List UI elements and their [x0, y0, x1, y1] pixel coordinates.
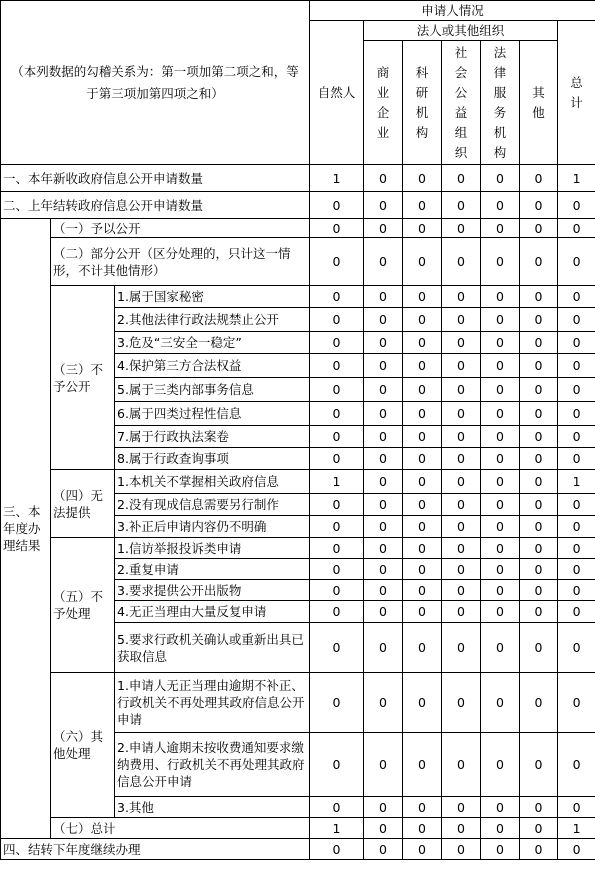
value-cell: 0 [520, 839, 558, 860]
value-cell: 0 [442, 818, 481, 839]
value-cell: 0 [520, 165, 558, 192]
value-cell: 0 [364, 673, 403, 733]
value-cell: 0 [442, 402, 481, 426]
value-cell: 0 [403, 332, 442, 354]
value-cell: 0 [442, 580, 481, 601]
value-cell: 0 [558, 538, 595, 559]
value-cell: 0 [558, 192, 595, 219]
value-cell: 0 [520, 494, 558, 516]
value-cell: 0 [403, 378, 442, 402]
value-cell: 1 [558, 165, 595, 192]
value-cell: 0 [403, 165, 442, 192]
table-row [1, 470, 595, 494]
row-label-sub: 7.属于行政执法案卷 [115, 426, 310, 448]
value-cell: 0 [364, 818, 403, 839]
value-cell: 0 [364, 516, 403, 538]
legal-group-header: 法人或其他组织 [364, 21, 558, 41]
value-cell: 0 [364, 839, 403, 860]
value-cell: 0 [520, 402, 558, 426]
value-cell: 0 [481, 378, 520, 402]
value-cell: 0 [520, 426, 558, 448]
value-cell: 0 [310, 673, 364, 733]
row-label-sub: 2.没有现成信息需要另行制作 [115, 494, 310, 516]
value-cell: 0 [403, 238, 442, 286]
value-cell: 0 [481, 426, 520, 448]
value-cell: 0 [364, 559, 403, 580]
row-label-disclosed: （一）予以公开 [51, 219, 310, 238]
row-label-sub: 3.危及“三安全一稳定” [115, 332, 310, 354]
value-cell: 0 [520, 733, 558, 797]
value-cell: 0 [558, 354, 595, 378]
group-label-not-processed: （五）不予处理 [51, 538, 115, 673]
group-label-other-processing: （六）其他处理 [51, 673, 115, 818]
value-cell: 0 [364, 623, 403, 673]
row-label-carried-requests: 二、上年结转政府信息公开申请数量 [1, 192, 310, 219]
table-row [1, 538, 595, 559]
value-cell: 0 [310, 354, 364, 378]
value-cell: 1 [310, 165, 364, 192]
value-cell: 0 [310, 797, 364, 818]
value-cell: 0 [403, 402, 442, 426]
value-cell: 0 [364, 448, 403, 470]
value-cell: 0 [520, 623, 558, 673]
value-cell: 0 [403, 818, 442, 839]
row-label-section-total: （七）总计 [51, 818, 310, 839]
col-other: 其他 [520, 41, 558, 165]
value-cell: 0 [310, 378, 364, 402]
row-label-sub: 2.申请人逾期未按收费通知要求缴纳费用、行政机关不再处理其政府信息公开申请 [115, 733, 310, 797]
value-cell: 0 [310, 426, 364, 448]
value-cell: 0 [364, 238, 403, 286]
value-cell: 0 [310, 623, 364, 673]
value-cell: 0 [558, 426, 595, 448]
value-cell: 0 [310, 332, 364, 354]
value-cell: 0 [481, 623, 520, 673]
col-research: 科研机构 [403, 41, 442, 165]
value-cell: 0 [364, 378, 403, 402]
value-cell: 0 [558, 559, 595, 580]
value-cell: 0 [520, 538, 558, 559]
table-row [1, 818, 595, 839]
value-cell: 0 [364, 601, 403, 623]
value-cell: 0 [403, 192, 442, 219]
value-cell: 0 [310, 559, 364, 580]
value-cell: 0 [558, 494, 595, 516]
value-cell: 0 [403, 286, 442, 308]
value-cell: 0 [403, 623, 442, 673]
row-label-sub: 3.要求提供公开出版物 [115, 580, 310, 601]
value-cell: 0 [481, 165, 520, 192]
value-cell: 0 [442, 448, 481, 470]
row-label-sub: 2.重复申请 [115, 559, 310, 580]
row-label-sub: 4.保护第三方合法权益 [115, 354, 310, 378]
value-cell: 0 [403, 426, 442, 448]
value-cell: 0 [481, 332, 520, 354]
value-cell: 0 [481, 673, 520, 733]
value-cell: 0 [481, 354, 520, 378]
value-cell: 0 [520, 601, 558, 623]
value-cell: 0 [364, 308, 403, 332]
value-cell: 0 [310, 308, 364, 332]
col-business: 商业企业 [364, 41, 403, 165]
value-cell: 0 [310, 516, 364, 538]
table-row [1, 238, 595, 286]
value-cell: 0 [558, 601, 595, 623]
value-cell: 0 [403, 559, 442, 580]
row-label-sub: 3.补正后申请内容仍不明确 [115, 516, 310, 538]
row-label-sub: 1.属于国家秘密 [115, 286, 310, 308]
value-cell: 0 [481, 538, 520, 559]
value-cell: 0 [481, 219, 520, 238]
value-cell: 0 [520, 286, 558, 308]
group-label-not-disclosed: （三）不予公开 [51, 286, 115, 470]
row-label-sub: 1.本机关不掌握相关政府信息 [115, 470, 310, 494]
value-cell: 0 [442, 601, 481, 623]
value-cell: 0 [520, 673, 558, 733]
value-cell: 0 [520, 192, 558, 219]
value-cell: 0 [310, 601, 364, 623]
value-cell: 0 [442, 797, 481, 818]
value-cell: 0 [558, 378, 595, 402]
value-cell: 0 [364, 797, 403, 818]
value-cell: 0 [364, 538, 403, 559]
value-cell: 0 [442, 839, 481, 860]
value-cell: 0 [520, 818, 558, 839]
value-cell: 0 [364, 494, 403, 516]
value-cell: 0 [442, 516, 481, 538]
value-cell: 0 [558, 402, 595, 426]
value-cell: 0 [403, 494, 442, 516]
value-cell: 0 [364, 192, 403, 219]
value-cell: 0 [310, 494, 364, 516]
value-cell: 0 [403, 470, 442, 494]
row-label-sub: 4.无正当理由大量反复申请 [115, 601, 310, 623]
value-cell: 0 [442, 332, 481, 354]
value-cell: 0 [520, 354, 558, 378]
value-cell: 0 [364, 219, 403, 238]
table-row [1, 192, 595, 219]
table-row [1, 839, 595, 860]
value-cell: 0 [558, 308, 595, 332]
value-cell: 0 [403, 733, 442, 797]
value-cell: 0 [310, 448, 364, 470]
value-cell: 0 [558, 623, 595, 673]
row-label-sub: 5.属于三类内部事务信息 [115, 378, 310, 402]
value-cell: 0 [520, 219, 558, 238]
value-cell: 0 [481, 580, 520, 601]
row-label-sub: 2.其他法律行政法规禁止公开 [115, 308, 310, 332]
value-cell: 0 [310, 580, 364, 601]
value-cell: 0 [310, 538, 364, 559]
value-cell: 0 [558, 448, 595, 470]
value-cell: 0 [442, 538, 481, 559]
value-cell: 0 [310, 286, 364, 308]
value-cell: 0 [364, 402, 403, 426]
col-legal-service: 法律服务机构 [481, 41, 520, 165]
value-cell: 0 [558, 332, 595, 354]
value-cell: 0 [310, 733, 364, 797]
value-cell: 0 [310, 219, 364, 238]
value-cell: 0 [403, 601, 442, 623]
table-row [1, 286, 595, 308]
table-row [1, 673, 595, 733]
col-natural-person: 自然人 [310, 21, 364, 165]
value-cell: 0 [520, 378, 558, 402]
value-cell: 0 [310, 402, 364, 426]
value-cell: 0 [481, 839, 520, 860]
row-label-sub: 8.属于行政查询事项 [115, 448, 310, 470]
value-cell: 0 [310, 192, 364, 219]
value-cell: 0 [442, 378, 481, 402]
value-cell: 0 [364, 165, 403, 192]
value-cell: 0 [481, 494, 520, 516]
value-cell: 0 [442, 559, 481, 580]
value-cell: 0 [481, 516, 520, 538]
value-cell: 0 [364, 354, 403, 378]
value-cell: 0 [481, 286, 520, 308]
value-cell: 0 [403, 308, 442, 332]
value-cell: 0 [558, 733, 595, 797]
value-cell: 0 [442, 673, 481, 733]
value-cell: 0 [481, 308, 520, 332]
value-cell: 0 [520, 470, 558, 494]
value-cell: 0 [403, 354, 442, 378]
value-cell: 0 [310, 839, 364, 860]
value-cell: 0 [442, 623, 481, 673]
relationship-note: （本列数据的勾稽关系为：第一项加第二项之和，等于第三项加第四项之和） [1, 1, 310, 165]
value-cell: 0 [520, 332, 558, 354]
value-cell: 0 [442, 494, 481, 516]
value-cell: 0 [481, 797, 520, 818]
value-cell: 0 [481, 402, 520, 426]
value-cell: 0 [403, 219, 442, 238]
row-label-sub: 1.信访举报投诉类申请 [115, 538, 310, 559]
value-cell: 0 [520, 516, 558, 538]
value-cell: 0 [403, 538, 442, 559]
value-cell: 0 [442, 219, 481, 238]
row-label-sub: 6.属于四类过程性信息 [115, 402, 310, 426]
section3-label: 三、本年度办理结果 [1, 219, 51, 839]
value-cell: 0 [481, 601, 520, 623]
value-cell: 0 [558, 673, 595, 733]
value-cell: 0 [403, 797, 442, 818]
value-cell: 0 [442, 470, 481, 494]
value-cell: 0 [403, 516, 442, 538]
value-cell: 0 [442, 165, 481, 192]
value-cell: 0 [442, 192, 481, 219]
value-cell: 0 [364, 733, 403, 797]
value-cell: 0 [481, 238, 520, 286]
col-total: 总计 [558, 21, 595, 165]
value-cell: 0 [558, 219, 595, 238]
value-cell: 0 [403, 839, 442, 860]
value-cell: 0 [364, 470, 403, 494]
row-label-new-requests: 一、本年新收政府信息公开申请数量 [1, 165, 310, 192]
row-label-sub: 3.其他 [115, 797, 310, 818]
group-label-cannot-provide: （四）无法提供 [51, 470, 115, 538]
value-cell: 0 [442, 426, 481, 448]
value-cell: 0 [403, 448, 442, 470]
value-cell: 0 [442, 308, 481, 332]
value-cell: 0 [481, 470, 520, 494]
value-cell: 0 [310, 238, 364, 286]
row-label-carry-forward: 四、结转下年度继续办理 [1, 839, 310, 860]
value-cell: 1 [310, 470, 364, 494]
value-cell: 0 [520, 797, 558, 818]
value-cell: 0 [364, 580, 403, 601]
value-cell: 0 [481, 192, 520, 219]
col-public-welfare: 社会公益组织 [442, 41, 481, 165]
value-cell: 0 [442, 238, 481, 286]
value-cell: 0 [520, 308, 558, 332]
row-label-partial: （二）部分公开（区分处理的，只计这一情形，不计其他情形） [51, 238, 310, 286]
row-label-sub: 1.申请人无正当理由逾期不补正、行政机关不再处理其政府信息公开申请 [115, 673, 310, 733]
value-cell: 0 [364, 332, 403, 354]
value-cell: 1 [558, 818, 595, 839]
value-cell: 0 [520, 580, 558, 601]
table-row [1, 219, 595, 238]
value-cell: 0 [481, 559, 520, 580]
table-row [1, 165, 595, 192]
row-label-sub: 5.要求行政机关确认或重新出具已获取信息 [115, 623, 310, 673]
value-cell: 0 [364, 426, 403, 448]
value-cell: 0 [520, 448, 558, 470]
value-cell: 0 [558, 839, 595, 860]
applicant-situation-header: 申请人情况 [310, 1, 595, 21]
value-cell: 0 [558, 580, 595, 601]
value-cell: 0 [558, 286, 595, 308]
value-cell: 0 [558, 516, 595, 538]
value-cell: 0 [364, 286, 403, 308]
value-cell: 0 [481, 733, 520, 797]
value-cell: 0 [442, 286, 481, 308]
value-cell: 0 [442, 354, 481, 378]
value-cell: 0 [481, 448, 520, 470]
value-cell: 0 [442, 733, 481, 797]
value-cell: 1 [558, 470, 595, 494]
value-cell: 0 [520, 238, 558, 286]
value-cell: 0 [558, 238, 595, 286]
value-cell: 0 [403, 580, 442, 601]
value-cell: 0 [403, 673, 442, 733]
value-cell: 0 [481, 818, 520, 839]
value-cell: 0 [520, 559, 558, 580]
value-cell: 1 [310, 818, 364, 839]
value-cell: 0 [558, 797, 595, 818]
